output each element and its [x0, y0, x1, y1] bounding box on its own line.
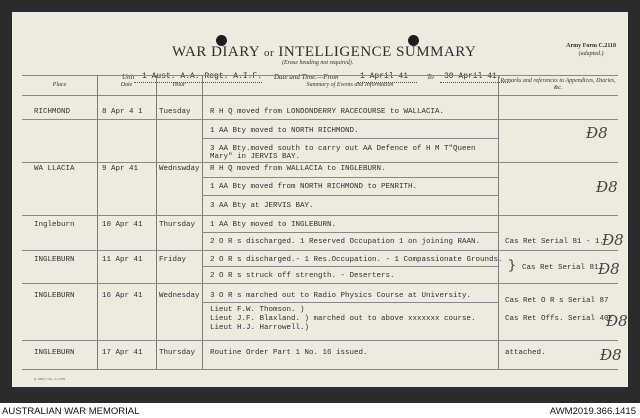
handwritten-initials: Ɖ8	[586, 124, 608, 142]
col-header-date: Date	[120, 82, 133, 88]
cell-hour: Wednesday	[159, 292, 200, 300]
remark-text: Cas Ret Serial 81 - 1.	[505, 238, 605, 246]
cell-date: 8 Apr 4 1	[102, 108, 143, 116]
row-rule	[202, 195, 498, 196]
summary-line: 1 AA Bty moved to INGLEBURN.	[210, 221, 337, 229]
unit-value: 1 Aust. A.A. Regt. A.I.F.	[142, 72, 263, 81]
summary-line: R H Q moved from LONDONDERRY RACECOURSE to WALLACIA.	[210, 108, 445, 116]
remark-text: Cas Ret Offs. Serial 40/	[505, 315, 614, 323]
row-rule	[22, 119, 618, 120]
cell-hour: Friday	[159, 256, 187, 264]
summary-line: 3 O R s marched out to Radio Physics Course at University.	[210, 292, 472, 300]
handwritten-initials: Ɖ8	[606, 312, 628, 330]
date-label: Date and Time.—From	[274, 73, 339, 81]
summary-line: Lieut F.W. Thomson. )	[210, 306, 305, 314]
summary-line: 1 AA Bty moved to NORTH RICHMOND.	[210, 127, 359, 135]
row-rule	[22, 215, 618, 216]
summary-line: Mary" in JERVIS BAY.	[210, 153, 301, 161]
cell-place: INGLEBURN	[34, 349, 75, 357]
page-title: WAR DIARY or INTELLIGENCE SUMMARY	[172, 44, 477, 60]
cell-place: WA LLACIA	[34, 165, 75, 173]
cell-date: 9 Apr 41	[102, 165, 139, 173]
cell-date: 11 Apr 41	[102, 256, 143, 264]
cell-place: Ingleburn	[34, 221, 75, 229]
archive-credit: AUSTRALIAN WAR MEMORIAL	[2, 406, 140, 417]
army-form-number: Army Form C.2118 (adapted.)	[566, 43, 616, 57]
summary-line: 2 O R s struck off strength. - Deserters.	[210, 272, 395, 280]
summary-line: 1 AA Bty moved from NORTH RICHMOND to PENRITH.	[210, 183, 418, 191]
row-rule	[22, 162, 618, 163]
col-header-place: Place	[52, 82, 67, 88]
row-rule	[202, 177, 498, 178]
row-rule	[22, 250, 618, 251]
summary-line: 2 O R s discharged.- 1 Res.Occupation. - 1 Compassionate Grounds.	[210, 256, 503, 264]
summary-line: 2 O R s discharged. 1 Reserved Occupation 1 on joining RAAN.	[210, 238, 481, 246]
printer-code: (L 968) 7.39—C.4789	[34, 377, 66, 381]
row-rule	[202, 138, 498, 139]
cell-hour: Thursday	[159, 349, 196, 357]
archive-reference: AWM2019.366.1415	[549, 406, 636, 417]
handwritten-initials: Ɖ8	[600, 346, 622, 364]
row-rule	[22, 340, 618, 341]
row-rule	[202, 266, 498, 267]
summary-line: Lieut J.F. Blaxland. ) marched out to above xxxxxxx course.	[210, 315, 476, 323]
handwritten-initials: Ɖ8	[598, 260, 620, 278]
cell-date: 17 Apr 41	[102, 349, 143, 357]
summary-line: Routine Order Part 1 No. 16 issued.	[210, 349, 368, 357]
remark-text: Cas Ret O R s Serial 87	[505, 297, 609, 305]
cell-date: 10 Apr 41	[102, 221, 143, 229]
cell-place: RICHMOND	[34, 108, 71, 116]
col-header-hour: Hour	[172, 82, 186, 88]
col-header-remarks: Remarks and references to Appendices, Diaries, &c.	[500, 78, 616, 91]
table-bottom-border	[22, 369, 618, 370]
page-subtitle: (Erase heading not required).	[282, 60, 354, 66]
summary-line: 3 AA Bty.moved south to carry out AA Defence of H M T"Queen	[210, 145, 476, 153]
header-rule	[22, 95, 618, 96]
cell-hour: Wednswday	[159, 165, 200, 173]
row-rule	[202, 302, 498, 303]
cell-date: 16 Apr 41	[102, 292, 143, 300]
summary-line: 3 AA Bty at JERVIS BAY.	[210, 202, 314, 210]
summary-line: Lieut H.J. Harrowell.)	[210, 324, 310, 332]
date-from: 1 April 41	[360, 72, 409, 81]
summary-line: R H Q moved from WALLACIA to INGLEBURN.	[210, 165, 386, 173]
war-diary-page	[12, 12, 628, 387]
handwritten-initials: Ɖ8	[602, 231, 624, 249]
remark-text: Cas Ret Serial 81.	[522, 264, 604, 272]
remark-text: attached.	[505, 349, 546, 357]
table-top-border	[22, 75, 618, 76]
row-rule	[202, 232, 498, 233]
to-label: To	[427, 73, 434, 81]
cell-place: INGLEBURN	[34, 292, 75, 300]
col-header-summary: Summary of Events and Information	[306, 82, 394, 88]
curly-brace: }	[508, 258, 516, 273]
row-rule	[22, 283, 618, 284]
cell-hour: Tuesday	[159, 108, 191, 116]
handwritten-initials: Ɖ8	[596, 178, 618, 196]
date-to: 30 April 41.	[444, 72, 502, 81]
cell-place: INGLEBURN	[34, 256, 75, 264]
unit-label: Unit	[122, 73, 135, 81]
cell-hour: Thursday	[159, 221, 196, 229]
